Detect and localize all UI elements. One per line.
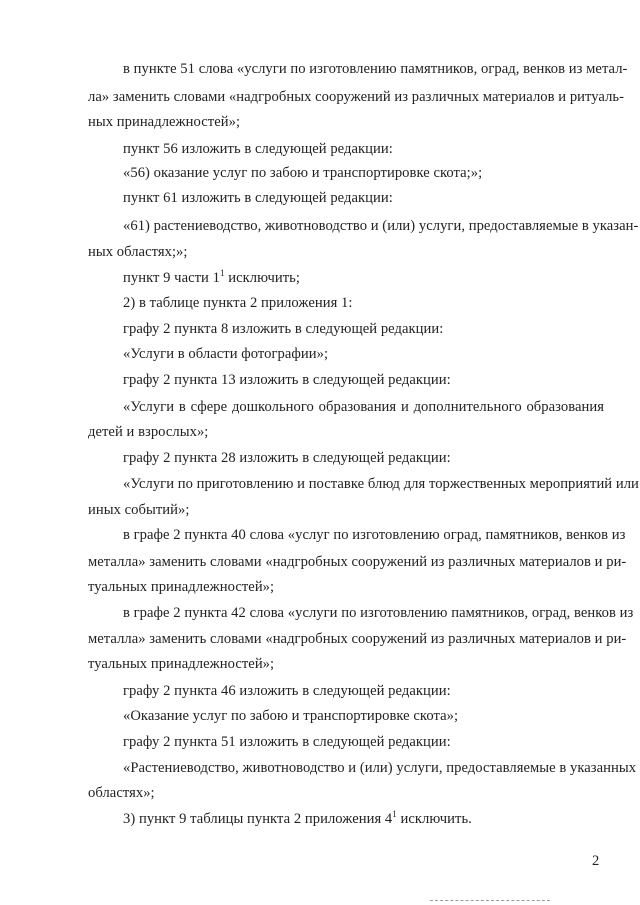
paragraph-line: в графе 2 пункта 40 слова «услуг по изготовлению оград, памятников, венков из [123,527,626,543]
paragraph-line: ных принадлежностей»; [88,114,241,130]
paragraph-line: графу 2 пункта 13 изложить в следующей редакции: [123,372,451,388]
paragraph-line: в пункте 51 слова «услуги по изготовлению памятников, оград, венков из метал- [123,61,628,77]
paragraph-line: «56) оказание услуг по забою и транспортировке скота;»; [123,165,483,181]
paragraph-line: туальных принадлежностей»; [88,579,275,595]
paragraph-line: «Услуги в сфере дошкольного образования и дополнительного образования [123,399,604,415]
paragraph-line: пункт 56 изложить в следующей редакции: [123,141,393,157]
text-run: исключить. [396,811,472,827]
text-run: 3) пункт 9 таблицы пункта 2 приложения 4 [123,811,393,827]
paragraph-line: ных областях;»; [88,244,188,260]
paragraph-line: 2) в таблице пункта 2 приложения 1: [123,295,353,311]
paragraph-line: «Услуги в области фотографии»; [123,346,329,362]
paragraph-line: ла» заменить словами «надгробных сооружений из различных материалов и ритуаль- [88,89,625,105]
paragraph-line [123,809,604,829]
paragraph-line: «Растениеводство, животноводство и (или) услуги, предоставляемые в указанных [123,760,637,776]
paragraph-line: пункт 61 изложить в следующей редакции: [123,190,393,206]
text-run: исключить; [224,270,300,286]
paragraph-line: графу 2 пункта 8 изложить в следующей редакции: [123,321,444,337]
text-run: пункт 9 части 1 [123,270,220,286]
paragraph-line: «Оказание услуг по забою и транспортировке скота»; [123,708,459,724]
paragraph-line: графу 2 пункта 28 изложить в следующей редакции: [123,450,451,466]
paragraph-line: металла» заменить словами «надгробных сооружений из различных материалов и ри- [88,631,627,647]
paragraph-line: металла» заменить словами «надгробных сооружений из различных материалов и ри- [88,554,627,570]
paragraph-line: иных событий»; [88,502,190,518]
paragraph-line: «Услуги по приготовлению и поставке блюд для торжественных мероприятий или [123,476,639,492]
paragraph-line: областях»; [88,785,155,801]
paragraph-line: детей и взрослых»; [88,424,209,440]
paragraph-line: «61) растениеводство, животноводство и (или) услуги, предоставляемые в указан- [123,218,639,234]
page-number: 2 [592,853,600,869]
superscript: 1 [392,809,397,819]
footer-divider [430,900,550,902]
paragraph-line: графу 2 пункта 46 изложить в следующей редакции: [123,683,451,699]
paragraph-line: в графе 2 пункта 42 слова «услуги по изготовлению памятников, оград, венков из [123,605,634,621]
superscript: 1 [219,268,225,278]
paragraph-line: туальных принадлежностей»; [88,656,275,672]
paragraph-line: графу 2 пункта 51 изложить в следующей редакции: [123,734,451,750]
paragraph-line [123,268,604,288]
